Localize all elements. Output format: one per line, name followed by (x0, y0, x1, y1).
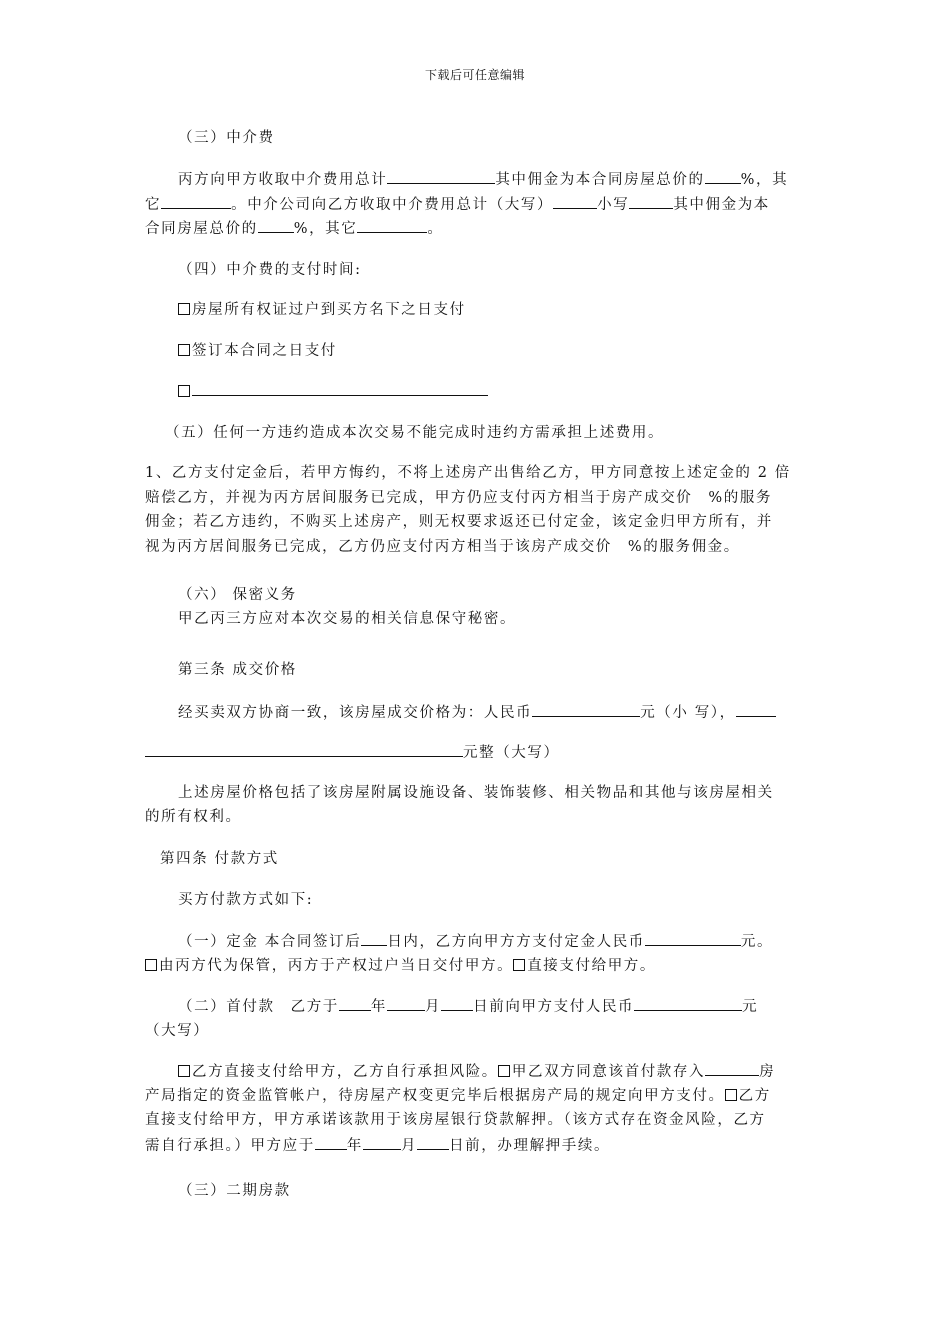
text: 赔偿乙方，并视为丙方居间服务已完成，甲方仍应支付丙方相当于房产成交价 (145, 490, 693, 506)
blank-commission-percent[interactable] (705, 169, 741, 184)
blank-other-2[interactable] (357, 218, 427, 233)
text: 日前，办理解押手续。 (449, 1138, 611, 1154)
text: 甲乙双方同意该首付款存入 (511, 1064, 706, 1080)
payment-option-1[interactable] (178, 300, 810, 320)
payment-option-3[interactable] (178, 381, 810, 402)
text: 日前向甲方支付人民币 (473, 999, 635, 1015)
blank-other[interactable] (161, 194, 231, 209)
section-6-title: （六） 保密义务 (178, 587, 297, 603)
text: 视为丙方居间服务已完成，乙方仍应支付丙方相当于该房产成交价 (145, 539, 612, 555)
second-payment-title: （三）二期房款 (178, 1183, 291, 1199)
sec5-line2 (145, 488, 810, 508)
blank-fee-lowercase[interactable] (629, 194, 673, 209)
blank-deposit-amount[interactable] (645, 931, 741, 946)
blank-bank[interactable] (705, 1061, 759, 1076)
blank-price-uppercase[interactable] (145, 742, 463, 757)
text: （二）首付款 (178, 999, 275, 1015)
text: 需自行承担。）甲方应于 (145, 1138, 315, 1154)
blank-percent-2[interactable] (258, 218, 294, 233)
down-payment-line-2: （大写） (145, 1023, 210, 1039)
text: 。中介公司向乙方收取中介费用总计（大写） (231, 197, 554, 213)
text: %，其 (740, 172, 789, 188)
text: （一）定金 本合同签订后 (178, 934, 362, 950)
blank-year[interactable] (339, 996, 371, 1011)
down-payment-p4 (145, 1135, 810, 1156)
down-payment-p3: 直接支付给甲方，甲方承诺该款用于该房屋银行贷款解押。（该方式存在资金风险，乙方 (145, 1112, 766, 1128)
down-payment-p1 (178, 1061, 810, 1082)
article-4-title: 第四条 付款方式 (160, 851, 279, 867)
text: 乙方直接支付给甲方，乙方自行承担风险。 (192, 1064, 498, 1080)
text: 产局指定的资金监管帐户，待房屋产权变更完毕后根据房产局的规定向甲方支付。 (145, 1088, 725, 1104)
deposit-line-2 (145, 956, 810, 976)
section-6-body: 甲乙丙三方应对本次交易的相关信息保守秘密。 (178, 611, 517, 627)
sec5-line1: 1、乙方支付定金后，若甲方悔约，不将上述房产出售给乙方，甲方同意按上述定金的 2 倍 (145, 465, 791, 481)
text: 。 (427, 221, 444, 237)
text: 丙方向甲方收取中介费用总计 (178, 172, 388, 188)
text: 年 (346, 1138, 363, 1154)
deposit-line-1 (178, 931, 810, 952)
blank-other-option[interactable] (192, 381, 488, 396)
section-5-title: （五）任何一方违约造成本次交易不能完成时违约方需承担上述费用。 (165, 425, 665, 441)
text: 它 (145, 197, 162, 213)
payment-option-2[interactable] (178, 341, 810, 361)
checkbox-icon[interactable] (178, 385, 190, 397)
blank-day-2[interactable] (417, 1135, 449, 1150)
text: 乙方于 (290, 999, 339, 1015)
text: 经买卖双方协商一致，该房屋成交价格为：人民币 (178, 705, 533, 721)
text: 元（小 写）， (640, 705, 736, 721)
checkbox-icon[interactable] (725, 1089, 737, 1101)
text: 元 (742, 999, 759, 1015)
sec3-line2 (145, 194, 810, 215)
page-header: 下载后可任意编辑 (424, 68, 525, 82)
section-3-title: （三）中介费 (178, 130, 275, 146)
sec5-line4 (145, 537, 810, 557)
text: 直接支付给甲方。 (527, 958, 657, 974)
down-payment-line-1 (178, 996, 810, 1017)
article-3-title: 第三条 成交价格 (178, 662, 297, 678)
payment-intro: 买方付款方式如下: (178, 892, 314, 908)
price-line-4: 的所有权利。 (145, 809, 242, 825)
section-4-title: （四）中介费的支付时间: (178, 262, 362, 278)
text: 元。 (740, 934, 774, 950)
blank-day[interactable] (441, 996, 473, 1011)
checkbox-icon[interactable] (145, 959, 157, 971)
text: 小写 (597, 197, 630, 213)
text: %，其它 (293, 221, 358, 237)
blank-fee-uppercase[interactable] (553, 194, 597, 209)
checkbox-icon[interactable] (513, 959, 525, 971)
checkbox-icon[interactable] (178, 303, 190, 315)
text: 合同房屋总价的 (145, 221, 258, 237)
price-line-1 (178, 702, 810, 723)
blank-month[interactable] (387, 996, 425, 1011)
price-line-3: 上述房屋价格包括了该房屋附属设施设备、装饰装修、相关物品和其他与该房屋相关 (178, 785, 774, 801)
blank-down-payment[interactable] (634, 996, 742, 1011)
blank-total-fee[interactable] (387, 169, 495, 184)
down-payment-p2 (145, 1086, 810, 1106)
text: %的服务 (708, 490, 773, 506)
checkbox-icon[interactable] (498, 1065, 510, 1077)
sec3-line1 (178, 169, 810, 190)
checkbox-icon[interactable] (178, 1065, 190, 1077)
sec3-line3 (145, 218, 810, 239)
blank-month-2[interactable] (363, 1135, 401, 1150)
text: 月 (425, 999, 442, 1015)
blank-price-uppercase-start[interactable] (736, 702, 776, 717)
option-label: 签订本合同之日支付 (192, 343, 337, 359)
text: 年 (370, 999, 388, 1015)
option-label: 房屋所有权证过户到买方名下之日支付 (192, 302, 466, 318)
sec5-line3: 佣金；若乙方违约，不购买上述房产，则无权要求返还已付定金，该定金归甲方所有，并 (145, 514, 773, 530)
blank-year-2[interactable] (315, 1135, 347, 1150)
blank-price-lowercase[interactable] (532, 702, 640, 717)
text: 其中佣金为本 (673, 197, 770, 213)
text: 由丙方代为保管，丙方于产权过户当日交付甲方。 (159, 958, 514, 974)
blank-days[interactable] (361, 931, 387, 946)
text: 乙方 (738, 1088, 771, 1104)
text: 月 (400, 1138, 418, 1154)
text: %的服务佣金。 (627, 539, 740, 555)
price-line-2 (145, 742, 810, 763)
text: 元整（大写） (463, 745, 560, 761)
text: 房 (759, 1064, 776, 1080)
text: 其中佣金为本合同房屋总价的 (495, 172, 705, 188)
checkbox-icon[interactable] (178, 344, 190, 356)
text: 日内，乙方向甲方方支付定金人民币 (387, 934, 645, 950)
